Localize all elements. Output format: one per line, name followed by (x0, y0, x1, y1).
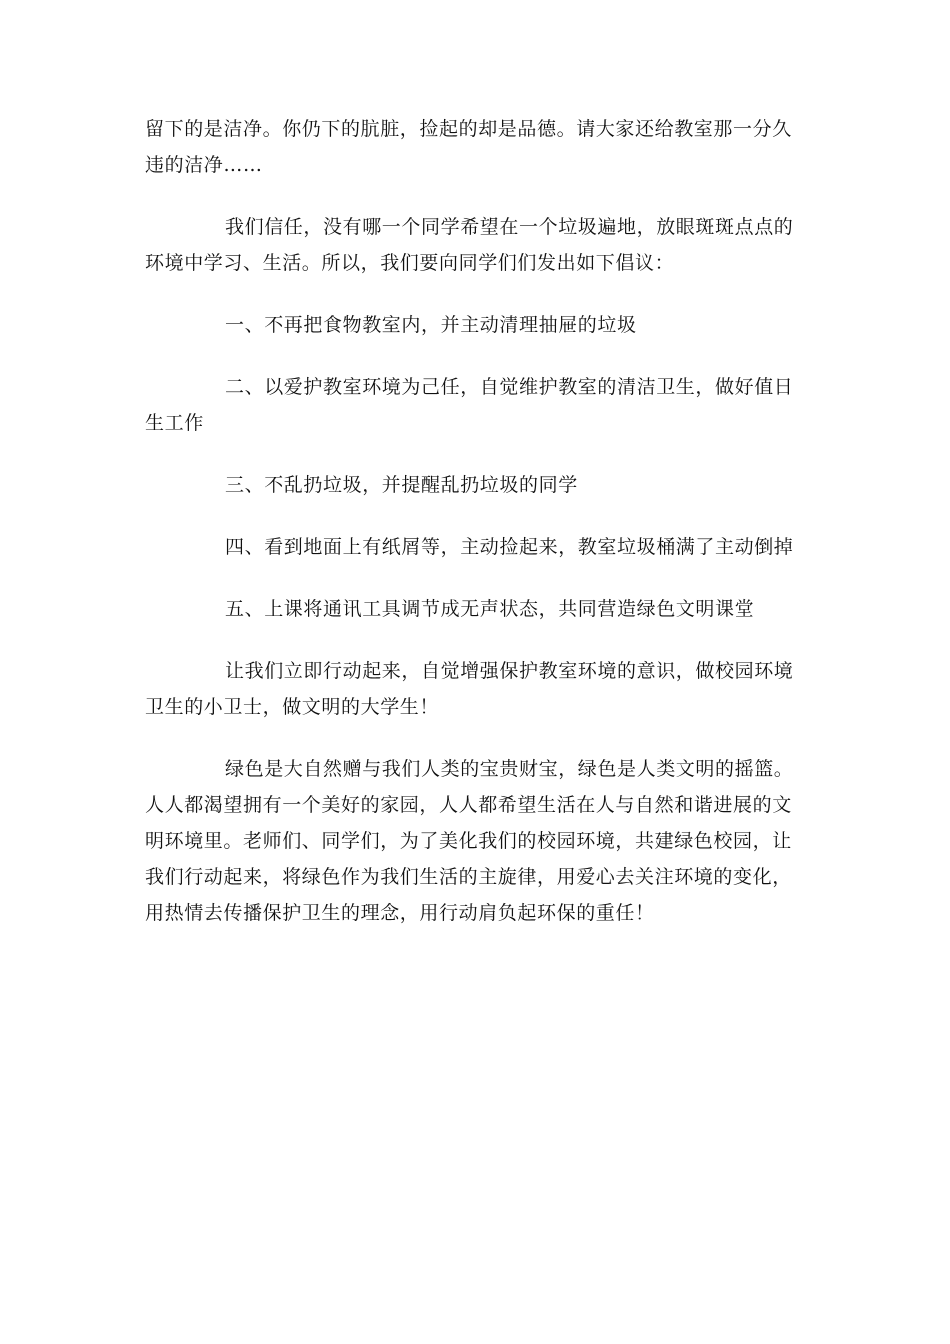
proposal-item-5: 五、上课将通讯工具调节成无声状态，共同营造绿色文明课堂 (225, 598, 755, 620)
paragraph-conclusion: 绿色是大自然赠与我们人类的宝贵财宝，绿色是人类文明的摇篮。人人都渴望拥有一个美好的家园，人人都希望生活在人与自然和谐进展的文明环境里。老师们、同学们，为了美化我们的校园环境，共建绿色校园，让我们行动起来，将绿色作为我们生活的主旋律，用爱心去关注环境的变化，用热情去传播保护卫生的理念，用行动肩负起环保的重任！ (145, 758, 794, 924)
proposal-item-1: 一、不再把食物教室内，并主动清理抽屉的垃圾 (225, 314, 637, 336)
proposal-item-3: 三、不乱扔垃圾，并提醒乱扔垃圾的同学 (225, 474, 578, 496)
document-body (145, 111, 805, 957)
proposal-item-2: 二、以爱护教室环境为己任，自觉维护教室的清洁卫生，做好值日生工作 (145, 376, 794, 434)
paragraph-proposal-intro: 我们信任，没有哪一个同学希望在一个垃圾遍地，放眼斑斑点点的环境中学习、生活。所以，我们要向同学们们发出如下倡议： (145, 216, 794, 274)
paragraph-call-to-action: 让我们立即行动起来，自觉增强保护教室环境的意识，做校园环境卫生的小卫士，做文明的大学生！ (145, 660, 794, 718)
proposal-item-4: 四、看到地面上有纸屑等，主动捡起来，教室垃圾桶满了主动倒掉 (225, 536, 794, 558)
paragraph-continuation: 留下的是洁净。你仍下的肮脏，捡起的却是品德。请大家还给教室那一分久违的洁净…… (145, 118, 792, 176)
